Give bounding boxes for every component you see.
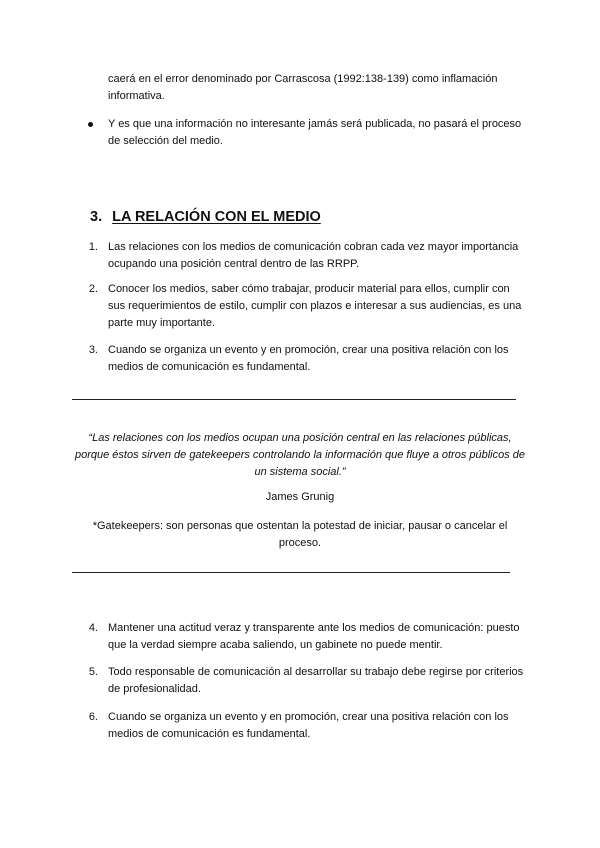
section-number: 3. (90, 209, 103, 225)
section-title: LA RELACIÓN CON EL MEDIO (112, 209, 321, 225)
gatekeepers-note: *Gatekeepers: son personas que ostentan la potestad de iniciar, pausar o cancelar el proceso. (92, 520, 508, 549)
list-item: Cuando se organiza un evento y en promoción, crear una positiva relación con los medios de comunicación es fundamental. (108, 711, 509, 740)
list-item: Cuando se organiza un evento y en promoción, crear una positiva relación con los medios de comunicación es fundamental. (108, 344, 509, 373)
list-item: Todo responsable de comunicación al desarrollar su trabajo debe regirse por criterios de profesionalidad. (108, 666, 524, 695)
intro-continuation: caerá en el error denominado por Carrascosa (1992:138-139) como inflamación informativa. (108, 73, 498, 102)
section-heading (90, 207, 510, 227)
list-item-number: 1. (88, 241, 98, 253)
bullet-text: Y es que una información no interesante jamás será publicada, no pasará el proceso de selección del medio. (108, 118, 522, 147)
divider-top (72, 399, 516, 400)
list-item-number: 2. (88, 283, 98, 295)
divider-bottom (72, 572, 510, 573)
list-item: Conocer los medios, saber cómo trabajar, producir material para ellos, cumplir con sus requerimientos de estilo, cumplir con plazos e interesar a sus audiencias, es una parte muy importante. (108, 283, 522, 329)
bullet-icon (88, 122, 93, 127)
list-item: Las relaciones con los medios de comunicación cobran cada vez mayor importancia ocupando una posición central dentro de las RRPP. (108, 241, 519, 270)
quote-author: James Grunig (265, 491, 335, 503)
list-item-number: 6. (88, 711, 98, 723)
list-item-number: 3. (88, 344, 98, 356)
list-item-number: 5. (88, 666, 98, 678)
list-item-number: 4. (88, 622, 98, 634)
quote-text: “Las relaciones con los medios ocupan una posición central en las relaciones públicas, porque éstos sirven de gatekeepers controlando la información que fluye a otros públicos de un sistema social.” (74, 432, 526, 478)
list-item: Mantener una actitud veraz y transparente ante los medios de comunicación: puesto que la verdad siempre acaba saliendo, un gabinete no puede mentir. (108, 622, 520, 651)
